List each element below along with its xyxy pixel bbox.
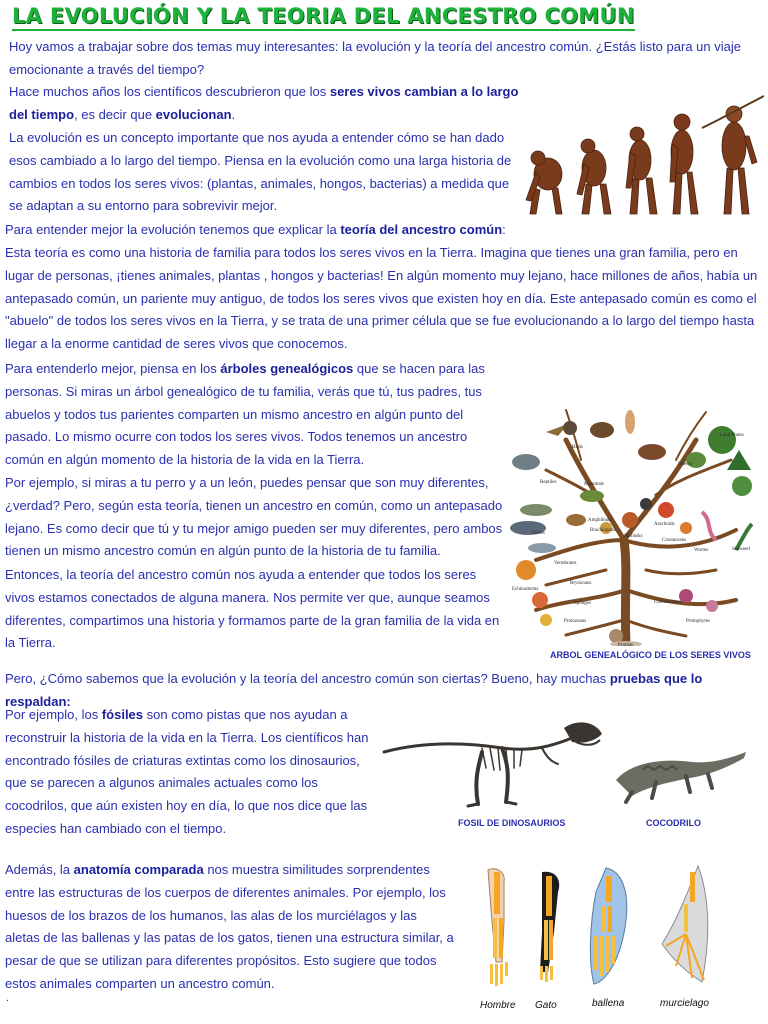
crocodile-illustration <box>612 722 748 804</box>
ancestro-emphasis: teoría del ancestro común <box>340 222 503 237</box>
tree-label: Birds <box>572 445 583 450</box>
arbol-emphasis: árboles genealógicos <box>220 361 354 376</box>
anatomia-text: nos muestra similitudes sorprendentes entre las estructuras de los cuerpos de diferentes animales. Por ejemplo, los huesos de los brazos de los humanos, las alas de los murciélagos y las aletas de las ballenas y las patas de los gatos, tienen una estructura similar, a pesar de que se utilizan para diferentes propósitos. Esto sugiere que todos estos animales comparten un ancestro común. <box>5 862 454 991</box>
tree-label: Worms <box>694 548 709 553</box>
pruebas-emphasis: pruebas que lo respaldan: <box>5 671 703 709</box>
tree-label: Protozoans <box>564 619 587 624</box>
arbol-text: que se hacen para las personas. Si miras un árbol genealógico de tu familia, verás que tú, tus padres, tus abuelos y todos tus parientes comparten un mismo ancestro en algún punto del pasado. Lo mismo ocurre con todos los seres vivos. Todos tenemos un ancestro común en algún momento de la historia de la vida en la Tierra. <box>5 361 485 468</box>
tree-label: Arachnids <box>654 522 675 527</box>
tree-label: Vertebrates <box>554 561 577 566</box>
tree-label: Echinoderms <box>512 587 539 592</box>
ancestro-paragraph-2: Esta teoría es como una historia de familia para todos los seres vivos en la Tierra. Imagina que tienes una gran familia, pero en lugar de personas, ¡tienes animales, plantas , hongos y bacterias! En algún momento muy lejano, hace millones de años, había un antepasado común, un pariente muy antiguo, de todos los seres vivos que existen hoy en día. Este antepasado común es como el "abuelo" de todos los seres vivos en la Tierra, y se trata de una primer célula que se fue evolucionando a lo largo del tiempo hasta llegar a la enorme cantidad de seres vivos que conocemos. <box>5 245 758 352</box>
limb-label-human: Hombre <box>480 1000 516 1011</box>
arbol-text: Para entenderlo mejor, piensa en los <box>5 361 221 376</box>
limb-label-cat: Gato <box>535 1000 557 1011</box>
arbol-paragraph-2: Por ejemplo, si miras a tu perro y a un león, puedes pensar que son muy diferentes, ¿verdad? Pero, según esta teoría, tienen un ancestro en común, como un antepasado lejano. Es como decir que tú y tu mejor amigo pueden ser muy diferentes, pero ambos tienen un mismo ancestro común en algún punto de la historia de tu familia. <box>5 475 503 559</box>
intro-text: . <box>231 106 236 122</box>
intro-text: Hace muchos años los científicos descubrieron que los <box>9 84 330 99</box>
page-title: LA EVOLUCIÓN Y LA TEORIA DEL ANCESTRO COMÚN <box>12 4 635 31</box>
tree-label: Land Plants <box>720 433 744 438</box>
tree-label: Bryozoans <box>570 581 592 586</box>
human-evolution-illustration <box>522 92 764 218</box>
tree-label: Amphibians <box>588 518 613 523</box>
arbol-paragraph-3: Entonces, la teoría del ancestro común nos ayuda a entender que todos los seres vivos estamos conectados de alguna manera. Nos permite ver que, aunque seamos diferentes, compartimos una historia y formamos parte de la gran familia de la vida en la Tierra. <box>5 567 500 651</box>
tree-of-life-illustration <box>506 400 760 646</box>
intro-paragraph-1: Hoy vamos a trabajar sobre dos temas muy interesantes: la evolución y la teoría del ancestro común. ¿Estás listo para un viaje emocionante a través del tiempo? <box>9 39 741 77</box>
fosiles-paragraph <box>5 704 377 841</box>
ancestro-text: Para entender mejor la evolución tenemos que explicar la <box>5 222 341 237</box>
ancestro-text: : <box>502 222 506 237</box>
tree-label: Seaweed <box>732 547 750 552</box>
tree-label: Reptiles <box>540 480 557 485</box>
fosiles-text: Por ejemplo, los <box>5 707 102 722</box>
fossil-caption: FOSIL DE DINOSAURIOS <box>458 818 566 828</box>
intro-emphasis: seres vivos cambian a lo largo del tiempo <box>9 84 519 122</box>
stray-dot: . <box>6 992 10 1004</box>
anatomia-paragraph <box>5 859 455 996</box>
intro-text: , es decir que <box>74 106 156 122</box>
tree-label: Coelenterates <box>654 600 682 605</box>
tree-label: Protists <box>618 643 634 646</box>
limb-label-bat: murcielago <box>660 998 709 1009</box>
homologous-limbs-illustration <box>476 862 716 998</box>
tree-label: Sponges <box>574 601 591 606</box>
fosiles-text: son como pistas que nos ayudan a reconstruir la historia de la vida en la Tierra. Los científicos han encontrado fósiles de criaturas extintas como los dinosaurios, que se parecen a algunos animales actuales como los cocodrilos, que aún existen hoy en día, lo que nos dice que las especies han cambiado con el tiempo. <box>5 707 369 836</box>
tree-label: Crustaceans <box>662 538 687 543</box>
intro-emphasis: evolucionan <box>155 106 232 122</box>
intro-paragraph-2 <box>9 81 519 127</box>
pruebas-text: Pero, ¿Cómo sabemos que la evolución y la teoría del ancestro común son ciertas? Bueno, hay muchas <box>5 671 610 686</box>
tree-label: Protophytes <box>686 619 710 624</box>
tree-label: Mammals <box>584 482 604 487</box>
tree-caption: ARBOL GENEALÓGICO DE LOS SERES VIVOS <box>550 650 751 660</box>
crocodile-caption: COCODRILO <box>646 818 701 828</box>
intro-paragraph-3: La evolución es un concepto importante que nos ayuda a entender cómo se han dado esos cambiado a lo largo del tiempo. Piensa en la evolución como una larga historia de cambios en todos los seres vivos: (plantas, animales, hongos, bacterias) a medida que se adaptan a su entorno para sobrevivir mejor. <box>9 130 512 214</box>
tree-label: Mollusks <box>624 534 643 539</box>
tree-label: Brachiopoda <box>590 528 616 533</box>
limb-label-whale: ballena <box>592 998 625 1009</box>
fosiles-emphasis: fósiles <box>101 707 144 722</box>
tree-label: Insects <box>678 462 692 467</box>
arbol-paragraph-1 <box>5 358 495 472</box>
ancestro-paragraph-1 <box>5 219 755 242</box>
tree-label: Fishes <box>532 531 545 536</box>
anatomia-emphasis: anatomía comparada <box>73 862 204 877</box>
anatomia-text: Además, la <box>5 862 74 877</box>
dinosaur-fossil-illustration <box>382 712 604 812</box>
